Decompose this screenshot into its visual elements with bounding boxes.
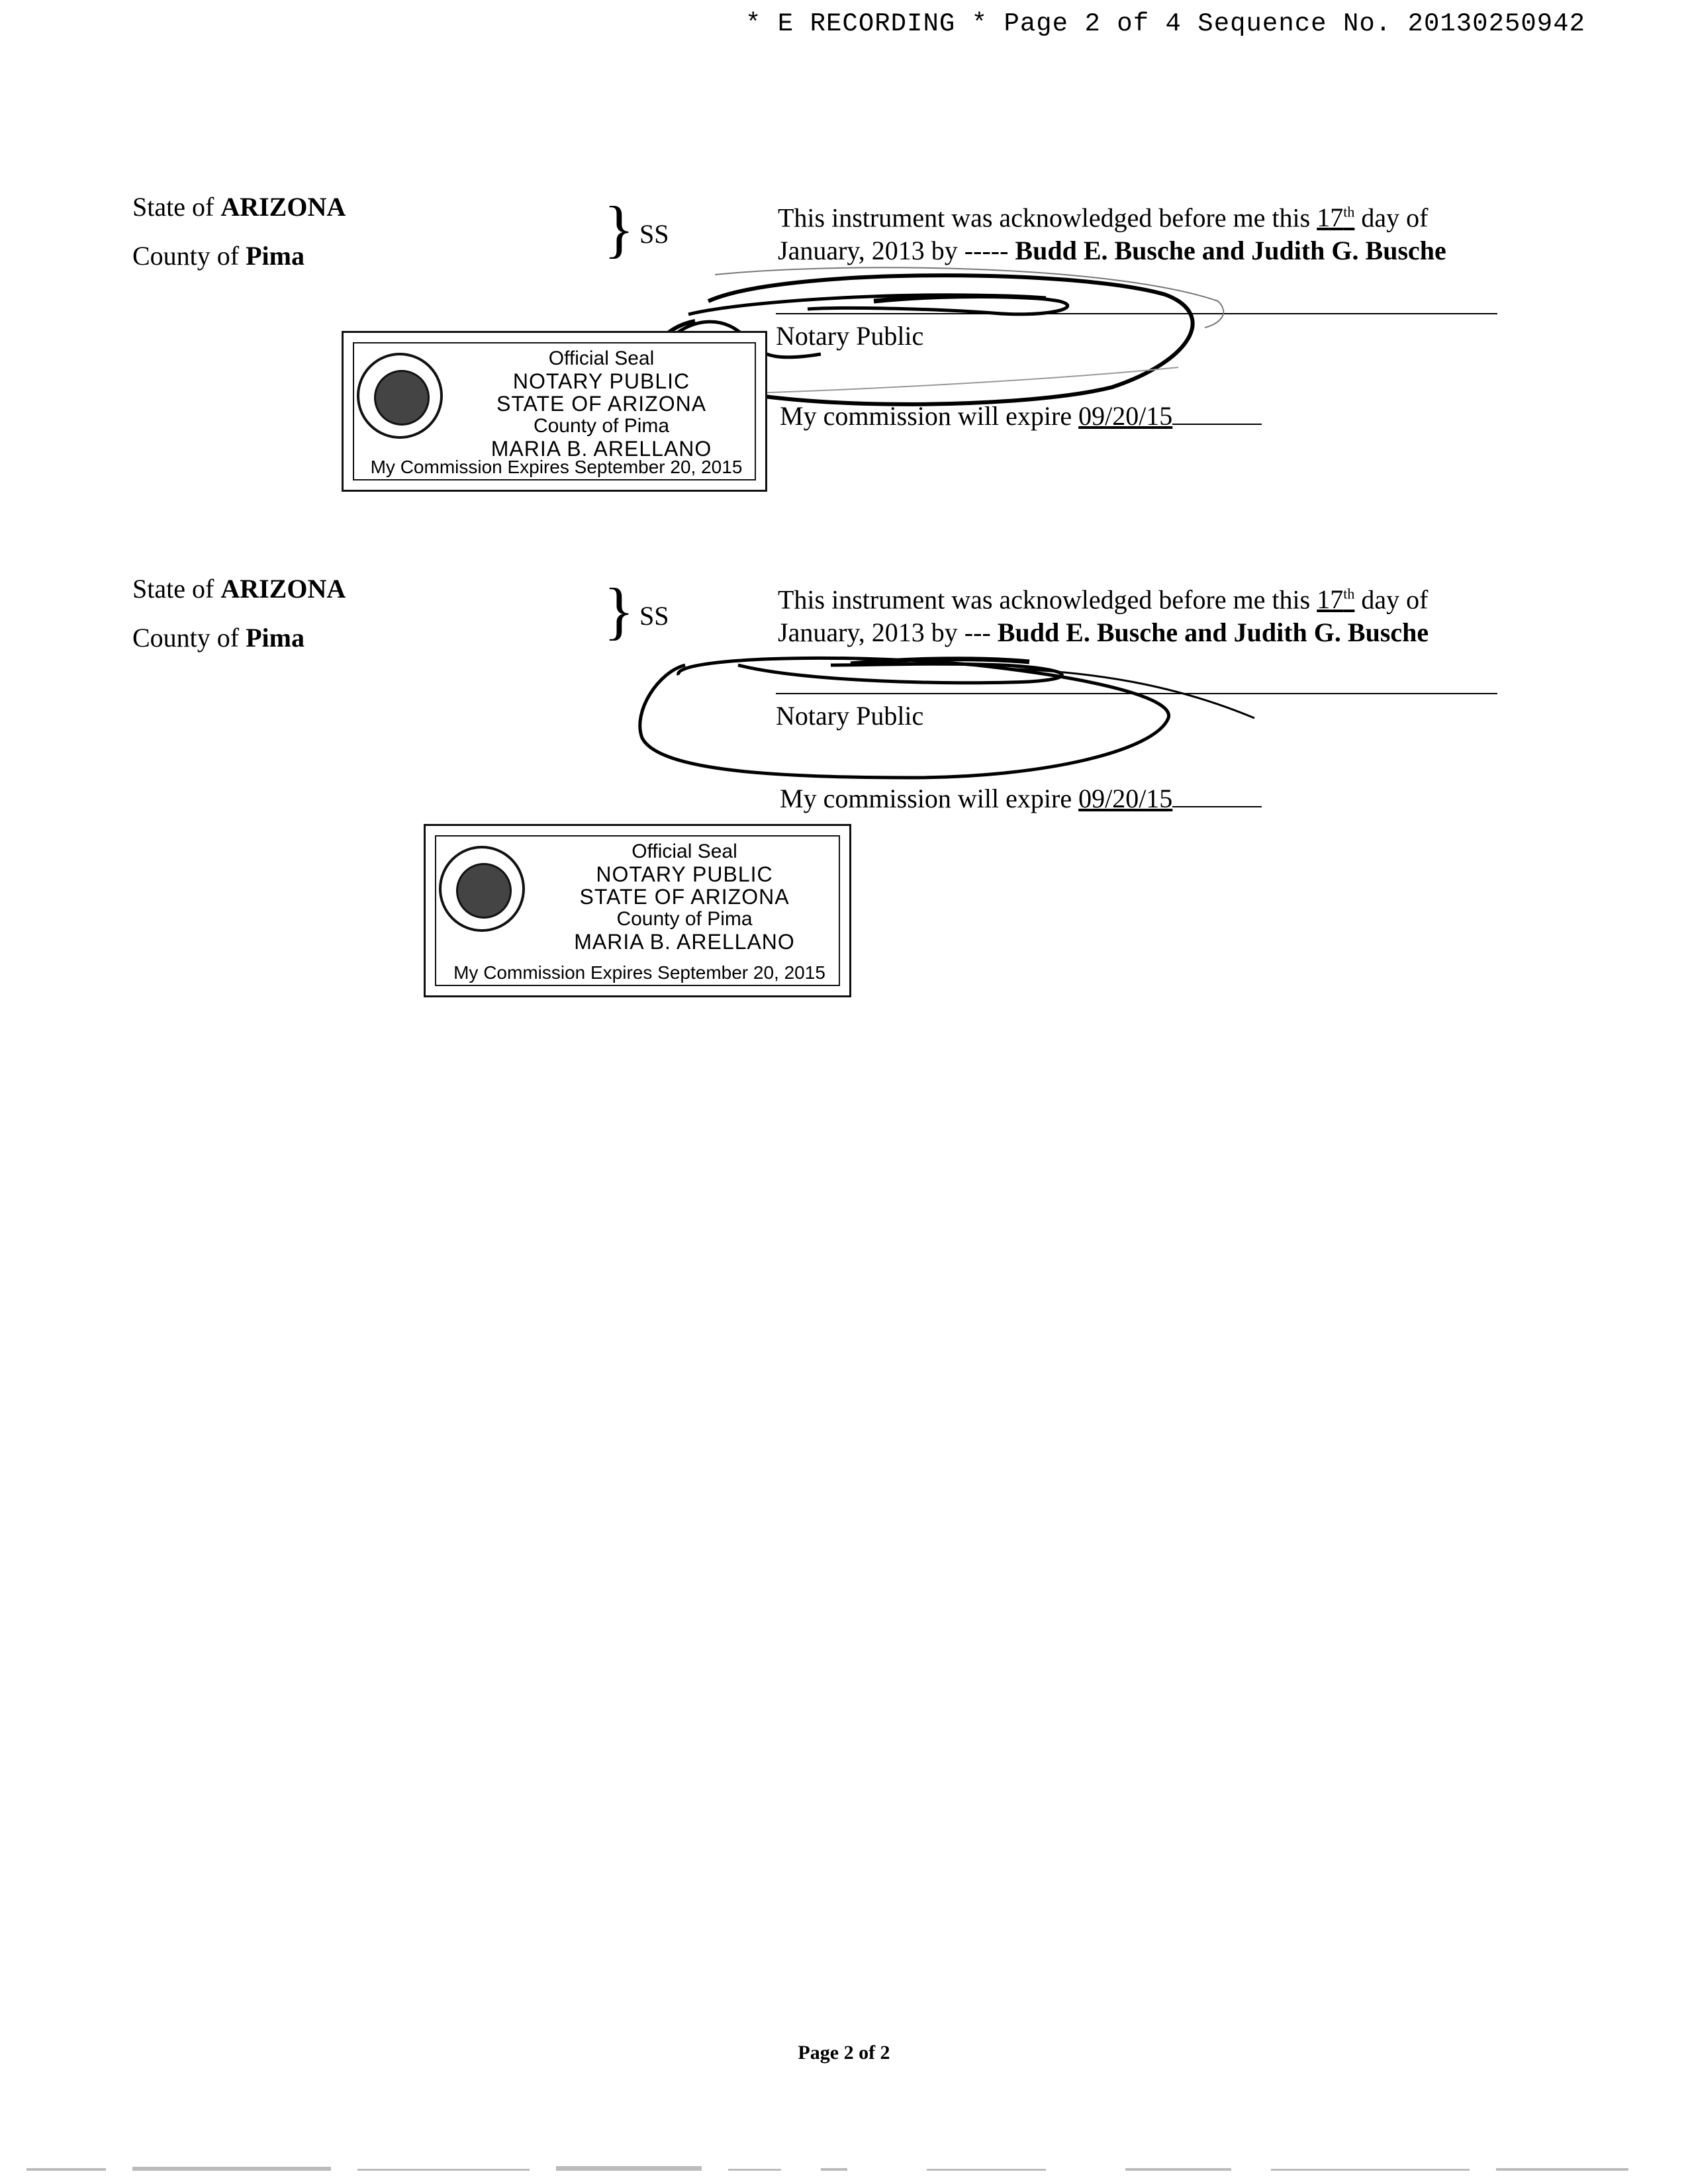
state-line [132, 183, 346, 232]
county-line [132, 232, 346, 281]
expire-date: 09/20/15 [1078, 401, 1173, 431]
expire-date: 09/20/15 [1078, 784, 1173, 813]
state-line [132, 565, 346, 614]
venue-2 [132, 565, 346, 662]
county-name: Pima [246, 623, 305, 653]
county-line [132, 614, 346, 662]
ack-line-1: This instrument was acknowledged before me this 17th day of [778, 584, 1429, 615]
notary-signature-2 [632, 645, 1268, 788]
state-label: State of [132, 574, 214, 604]
county-name: Pima [246, 241, 305, 271]
brace-2: } [604, 575, 635, 646]
commission-expire-1: My commission will expire 09/20/15 [780, 400, 1262, 432]
ss-label-1: SS [639, 219, 669, 249]
county-label: County of [132, 623, 240, 653]
ack-day: 17th [1317, 584, 1355, 615]
notary-stamp-1: Official Seal NOTARY PUBLIC STATE OF ARIZONA County of Pima MARIA B. ARELLANO My Commission Expires September 20, 2015 [342, 331, 767, 492]
state-seal-icon [357, 353, 443, 439]
commission-expire-2: My commission will expire 09/20/15 [780, 783, 1262, 814]
scan-artifact-strip [0, 2163, 1688, 2177]
venue-1 [132, 183, 346, 281]
ack-line-2: January, 2013 by --- Budd E. Busche and Judith G. Busche [778, 617, 1429, 648]
notary-public-label-2: Notary Public [776, 701, 924, 731]
ss-label-2: SS [639, 601, 669, 631]
ack-line-2: January, 2013 by ----- Budd E. Busche and Judith G. Busche [778, 236, 1446, 266]
notary-stamp-2: Official Seal NOTARY PUBLIC STATE OF ARIZONA County of Pima MARIA B. ARELLANO My Commission Expires September 20, 2015 [424, 824, 851, 997]
ack-names: Budd E. Busche and Judith G. Busche [997, 617, 1429, 648]
ack-text-2 [778, 578, 1429, 649]
state-name: ARIZONA [220, 574, 346, 604]
ack-line-1: This instrument was acknowledged before me this 17th day of [778, 203, 1429, 233]
state-name: ARIZONA [220, 192, 346, 222]
ack-text-1 [778, 196, 1446, 267]
state-seal-icon [439, 846, 525, 932]
state-label: State of [132, 192, 214, 222]
county-label: County of [132, 241, 240, 271]
ack-day: 17th [1317, 203, 1355, 233]
notary-public-label-1: Notary Public [776, 321, 924, 351]
page-footer: Page 2 of 2 [798, 2042, 890, 2064]
recording-header: * E RECORDING * Page 2 of 4 Sequence No. 20130250942 [745, 9, 1585, 38]
brace-1: } [604, 193, 635, 264]
ack-names: Budd E. Busche and Judith G. Busche [1015, 236, 1446, 266]
